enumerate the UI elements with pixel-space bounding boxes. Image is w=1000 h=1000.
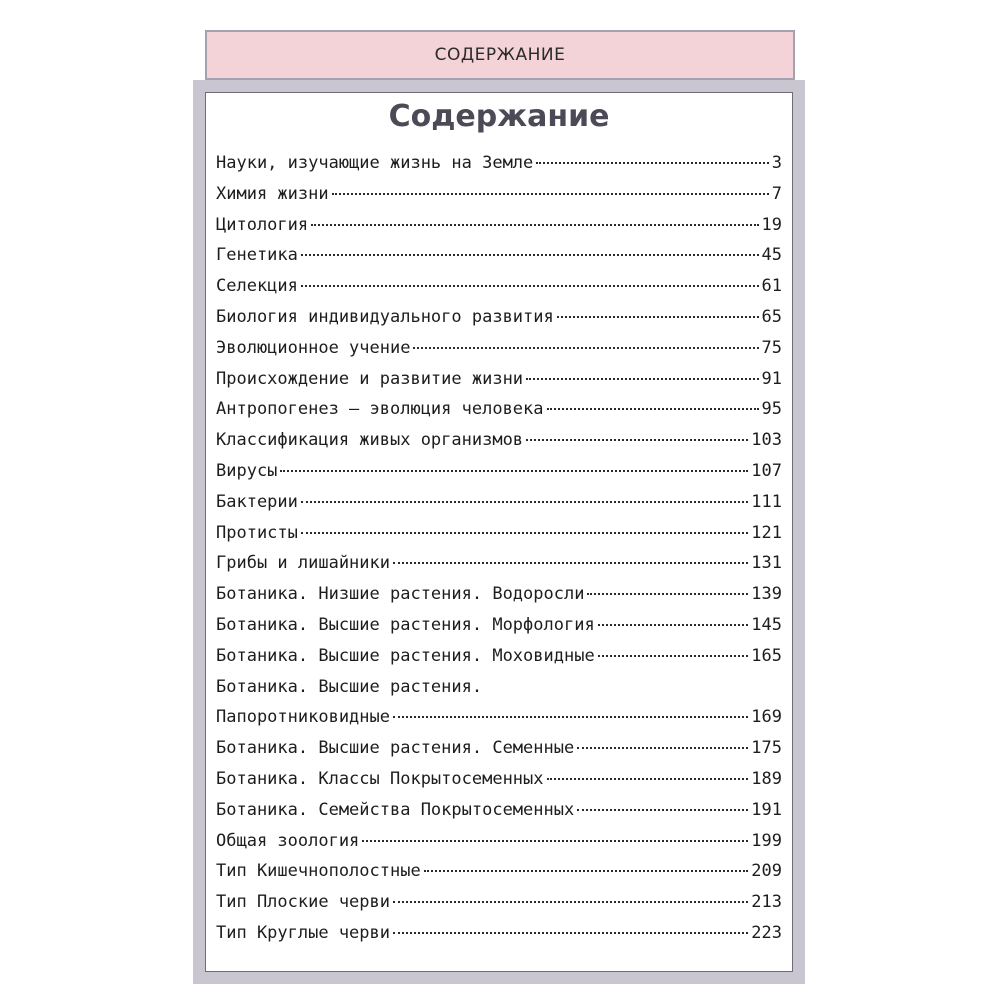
contents-entry-title: Ботаника. Семейства Покрытосеменных [216, 799, 575, 820]
contents-entry-page: 175 [751, 738, 782, 759]
contents-entry-title: Вирусы [216, 460, 278, 481]
contents-panel [205, 92, 793, 972]
dot-leader [393, 932, 748, 934]
contents-entry-title: Ботаника. Высшие растения. [216, 676, 483, 697]
contents-entry [216, 184, 782, 215]
contents-entry [216, 338, 782, 369]
contents-entry-page: 223 [751, 922, 782, 943]
dot-leader [536, 162, 768, 164]
contents-entry [216, 892, 782, 923]
contents-entry [216, 707, 782, 738]
dot-leader [301, 532, 748, 534]
dot-leader [393, 716, 748, 718]
contents-entry [216, 923, 782, 954]
contents-title: Содержание [388, 99, 610, 134]
contents-entry-title: Биология индивидуального развития [216, 306, 554, 327]
contents-entry [216, 861, 782, 892]
contents-entry [216, 800, 782, 831]
contents-entry-page: 3 [771, 153, 782, 173]
contents-entry [216, 276, 782, 307]
dot-leader [547, 408, 759, 410]
contents-entry-page: 45 [761, 245, 782, 266]
contents-entry [216, 646, 782, 677]
contents-entry-title: Протисты [216, 522, 298, 543]
dot-leader [577, 747, 748, 749]
dot-leader [547, 778, 749, 780]
dot-leader [598, 624, 749, 626]
contents-entry-page: 61 [761, 276, 782, 297]
contents-entry-title: Ботаника. Низшие растения. Водоросли [216, 584, 585, 605]
contents-entry-title: Эволюционное учение [216, 337, 411, 358]
contents-entry-title: Цитология [216, 214, 309, 235]
contents-entry-page: 107 [751, 460, 782, 481]
dot-leader [413, 347, 758, 349]
contents-entry [216, 769, 782, 800]
contents-entry-title: Грибы и лишайники [216, 553, 390, 574]
contents-entry-title: Бактерии [216, 491, 298, 512]
contents-entry-page: 191 [751, 799, 782, 820]
contents-entry-title: Ботаника. Высшие растения. Семенные [216, 738, 575, 759]
contents-entry-title: Селекция [216, 276, 298, 297]
contents-entry-page: 19 [761, 214, 782, 235]
contents-entry-page: 95 [761, 399, 782, 420]
dot-leader [280, 470, 748, 472]
contents-entry-page: 7 [771, 183, 782, 204]
dot-leader [311, 224, 758, 226]
dot-leader [526, 378, 758, 380]
contents-entry [216, 831, 782, 862]
contents-entry-title: Генетика [216, 245, 298, 266]
contents-entry [216, 369, 782, 400]
contents-entry-page: 111 [751, 491, 782, 512]
dot-leader [362, 840, 748, 842]
contents-entry-page: 65 [761, 306, 782, 327]
contents-entry-page: 131 [751, 553, 782, 574]
contents-entry-page: 213 [751, 892, 782, 913]
contents-entry-page: 121 [751, 522, 782, 543]
contents-entry [216, 245, 782, 276]
contents-entry-page: 75 [761, 337, 782, 358]
dot-leader [557, 316, 759, 318]
contents-entry-title: Ботаника. Высшие растения. Морфология [216, 614, 595, 635]
contents-entry-title: Тип Плоские черви [216, 892, 390, 913]
contents-entry [216, 523, 782, 554]
contents-entry-page: 145 [751, 614, 782, 635]
contents-entry-title: Антропогенез — эволюция человека [216, 399, 544, 420]
contents-entry-page: 139 [751, 584, 782, 605]
contents-entry [216, 153, 782, 184]
dot-leader [526, 439, 748, 441]
dot-leader [301, 501, 748, 503]
contents-entry-page: 165 [751, 645, 782, 666]
contents-list [216, 153, 782, 954]
contents-entry-page: 209 [751, 861, 782, 882]
contents-entry-title: Папоротниковидные [216, 707, 390, 728]
dot-leader [301, 254, 759, 256]
contents-entry [216, 492, 782, 523]
contents-entry [216, 584, 782, 615]
dot-leader [301, 285, 759, 287]
contents-entry-title: Тип Кишечнополостные [216, 861, 421, 882]
contents-entry [216, 461, 782, 492]
dot-leader [393, 901, 748, 903]
contents-entry-title: Тип Круглые черви [216, 922, 390, 943]
contents-entry [216, 553, 782, 584]
contents-entry-title: Происхождение и развитие жизни [216, 368, 524, 389]
contents-entry-page: 199 [751, 830, 782, 851]
contents-entry-page: 189 [751, 768, 782, 789]
dot-leader [587, 593, 748, 595]
contents-entry-page: 169 [751, 707, 782, 728]
dot-leader [598, 655, 749, 657]
contents-entry-title: Общая зоология [216, 830, 360, 851]
contents-entry [216, 615, 782, 646]
running-header-label: СОДЕРЖАНИЕ [434, 45, 566, 65]
contents-entry-title: Химия жизни [216, 183, 329, 204]
dot-leader [393, 562, 748, 564]
contents-entry-page: 103 [751, 430, 782, 451]
running-header [205, 30, 795, 80]
contents-entry-title: Ботаника. Классы Покрытосеменных [216, 768, 544, 789]
contents-entry [216, 430, 782, 461]
contents-entry [216, 738, 782, 769]
contents-frame [193, 80, 805, 984]
contents-entry [216, 399, 782, 430]
contents-entry-title: Классификация живых организмов [216, 430, 524, 451]
contents-entry [216, 215, 782, 246]
contents-entry-title: Науки, изучающие жизнь на Земле [216, 153, 534, 173]
dot-leader [332, 193, 769, 195]
contents-entry [216, 307, 782, 338]
contents-entry [216, 677, 782, 708]
dot-leader [424, 870, 749, 872]
contents-entry-title: Ботаника. Высшие растения. Моховидные [216, 645, 595, 666]
contents-entry-page: 91 [761, 368, 782, 389]
dot-leader [577, 809, 748, 811]
